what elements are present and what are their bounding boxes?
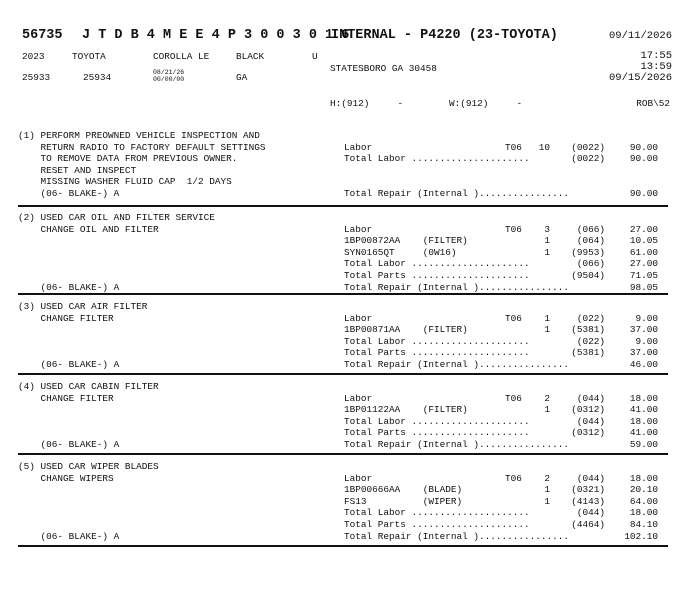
charge-ref: (044) xyxy=(576,472,605,484)
repair-description-line: (06- BLAKE-) A xyxy=(18,359,120,370)
vehicle-flag: U xyxy=(312,51,318,62)
charge-label: Labor xyxy=(344,141,373,153)
section-divider xyxy=(18,545,668,547)
repair-description-line: CHANGE OIL AND FILTER xyxy=(18,223,159,235)
charge-ref: (064) xyxy=(576,235,605,247)
charge-code: T06 xyxy=(505,141,522,153)
charge-amount: 98.05 xyxy=(629,281,658,293)
charge-ref: (044) xyxy=(576,392,605,404)
vehicle-model: COROLLA LE xyxy=(153,51,210,62)
charge-ref: (0022) xyxy=(571,141,605,153)
charge-label: Total Repair (Internal )................ xyxy=(344,439,570,450)
charge-qty: 1 xyxy=(544,324,550,336)
city-state-zip: STATESBORO GA 30458 xyxy=(330,63,437,74)
charge-label: Total Repair (Internal )................ xyxy=(344,281,570,293)
charge-qty: 10 xyxy=(538,141,550,153)
charge-ref: (9504) xyxy=(571,270,605,281)
charge-ref: (5381) xyxy=(571,324,605,336)
mileage-out: 25934 xyxy=(83,72,112,83)
charge-amount: 18.00 xyxy=(629,392,658,404)
account: INTERNAL - P4220 (23-TOYOTA) xyxy=(331,28,558,43)
charge-amount: 90.00 xyxy=(629,153,658,165)
vehicle-year: 2023 xyxy=(22,51,45,62)
charge-amount: 18.00 xyxy=(629,507,658,519)
charge-ref: (4143) xyxy=(571,495,605,507)
charge-label: 1BP01122AA (FILTER) xyxy=(344,404,468,416)
charge-label: Total Repair (Internal )................ xyxy=(344,530,570,542)
repair-description-line: (06- BLAKE-) A xyxy=(18,439,120,450)
charge-qty: 1 xyxy=(544,312,550,324)
charge-amount: 46.00 xyxy=(629,359,658,370)
repair-description-line: RETURN RADIO TO FACTORY DEFAULT SETTINGS xyxy=(18,141,266,153)
ro-number: 56735 xyxy=(22,28,63,43)
charge-qty: 1 xyxy=(544,404,550,416)
charge-amount: 18.00 xyxy=(629,472,658,484)
repair-description-line: (06- BLAKE-) A xyxy=(18,281,120,293)
charge-amount: 90.00 xyxy=(629,188,658,199)
charge-label: 1BP00871AA (FILTER) xyxy=(344,324,468,336)
small-date-2: 00/00/00 xyxy=(153,76,185,83)
repair-description-line: CHANGE FILTER xyxy=(18,392,114,404)
state: GA xyxy=(236,72,248,83)
work-phone: W:(912) - xyxy=(449,98,523,109)
date-bottom: 09/15/2026 xyxy=(608,72,672,84)
charge-ref: (0321) xyxy=(571,484,605,496)
charge-label: Total Labor ..................... xyxy=(344,335,530,347)
charge-label: Total Labor ..................... xyxy=(344,153,530,165)
section-divider xyxy=(18,293,668,295)
advisor: ROB\52 xyxy=(636,98,670,109)
charge-label: Total Parts ..................... xyxy=(344,347,530,359)
vehicle-make: TOYOTA xyxy=(72,51,106,62)
charge-amount: 27.00 xyxy=(629,223,658,235)
charge-label: Labor xyxy=(344,312,373,324)
charge-amount: 20.10 xyxy=(629,484,658,496)
mileage-in: 25933 xyxy=(22,72,51,83)
charge-amount: 37.00 xyxy=(629,347,658,359)
charge-label: Labor xyxy=(344,472,373,484)
time-2: 13:59 xyxy=(640,61,672,73)
charge-amount: 27.00 xyxy=(629,258,658,270)
repair-description-line: RESET AND INSPECT xyxy=(18,164,137,176)
charge-qty: 1 xyxy=(544,246,550,258)
repair-description-line: (06- BLAKE-) A xyxy=(18,188,120,199)
charge-ref: (022) xyxy=(576,335,605,347)
charge-label: FS13 (WIPER) xyxy=(344,495,463,507)
repair-description-line: (06- BLAKE-) A xyxy=(18,530,120,542)
section-divider xyxy=(18,205,668,207)
charge-ref: (5381) xyxy=(571,347,605,359)
charge-ref: (4464) xyxy=(571,519,605,530)
charge-amount: 71.05 xyxy=(629,270,658,281)
charge-qty: 1 xyxy=(544,495,550,507)
charge-label: Total Parts ..................... xyxy=(344,270,530,281)
time-1: 17:55 xyxy=(640,50,672,62)
charge-amount: 9.00 xyxy=(635,335,658,347)
charge-amount: 61.00 xyxy=(629,246,658,258)
repair-description-line: (2) USED CAR OIL AND FILTER SERVICE xyxy=(18,212,215,223)
charge-ref: (0312) xyxy=(571,404,605,416)
repair-description-line: (5) USED CAR WIPER BLADES xyxy=(18,461,159,472)
repair-description-line: (4) USED CAR CABIN FILTER xyxy=(18,381,159,392)
charge-ref: (0022) xyxy=(571,153,605,165)
charge-code: T06 xyxy=(505,223,522,235)
charge-code: T06 xyxy=(505,312,522,324)
charge-label: SYN0165QT (0W16) xyxy=(344,246,457,258)
charge-label: 1BP00666AA (BLADE) xyxy=(344,484,463,496)
charge-qty: 1 xyxy=(544,484,550,496)
repair-description-line: (1) PERFORM PREOWNED VEHICLE INSPECTION AND xyxy=(18,130,260,141)
charge-ref: (0312) xyxy=(571,427,605,439)
charge-code: T06 xyxy=(505,472,522,484)
date-top: 09/11/2026 xyxy=(608,30,672,42)
charge-ref: (044) xyxy=(576,507,605,519)
repair-description-line: CHANGE FILTER xyxy=(18,312,114,324)
charge-ref: (044) xyxy=(576,415,605,427)
charge-amount: 9.00 xyxy=(635,312,658,324)
charge-label: Total Labor ..................... xyxy=(344,415,530,427)
section-divider xyxy=(18,453,668,455)
charge-qty: 2 xyxy=(544,392,550,404)
small-date-1: 08/21/26 xyxy=(153,69,185,76)
charge-label: Total Repair (Internal )................ xyxy=(344,188,570,199)
charge-amount: 64.00 xyxy=(629,495,658,507)
vehicle-color: BLACK xyxy=(236,51,265,62)
charge-qty: 3 xyxy=(544,223,550,235)
charge-amount: 18.00 xyxy=(629,415,658,427)
charge-code: T06 xyxy=(505,392,522,404)
charge-label: Total Parts ..................... xyxy=(344,519,530,530)
charge-ref: (022) xyxy=(576,312,605,324)
charge-amount: 84.10 xyxy=(629,519,658,530)
charge-label: Labor xyxy=(344,223,373,235)
charge-ref: (066) xyxy=(576,258,605,270)
repair-description-line: (3) USED CAR AIR FILTER xyxy=(18,301,148,312)
repair-description-line: CHANGE WIPERS xyxy=(18,472,114,484)
charge-label: Total Labor ..................... xyxy=(344,258,530,270)
charge-ref: (066) xyxy=(576,223,605,235)
charge-amount: 59.00 xyxy=(629,439,658,450)
home-phone: H:(912) - xyxy=(330,98,404,109)
repair-description-line: TO REMOVE DATA FROM PREVIOUS OWNER. xyxy=(18,153,238,165)
charge-amount: 10.05 xyxy=(629,235,658,247)
charge-amount: 37.00 xyxy=(629,324,658,336)
charge-amount: 41.00 xyxy=(629,404,658,416)
charge-ref: (9953) xyxy=(571,246,605,258)
charge-label: Labor xyxy=(344,392,373,404)
charge-qty: 2 xyxy=(544,472,550,484)
charge-amount: 90.00 xyxy=(629,141,658,153)
charge-label: Total Labor ..................... xyxy=(344,507,530,519)
charge-label: Total Parts ..................... xyxy=(344,427,530,439)
vin: J T D B 4 M E E 4 P 3 0 0 3 0 1 6 xyxy=(82,28,350,43)
section-divider xyxy=(18,373,668,375)
charge-qty: 1 xyxy=(544,235,550,247)
charge-amount: 102.10 xyxy=(624,530,658,542)
charge-label: Total Repair (Internal )................ xyxy=(344,359,570,370)
charge-label: 1BP00872AA (FILTER) xyxy=(344,235,468,247)
charge-amount: 41.00 xyxy=(629,427,658,439)
repair-description-line: MISSING WASHER FLUID CAP 1/2 DAYS xyxy=(18,176,232,188)
